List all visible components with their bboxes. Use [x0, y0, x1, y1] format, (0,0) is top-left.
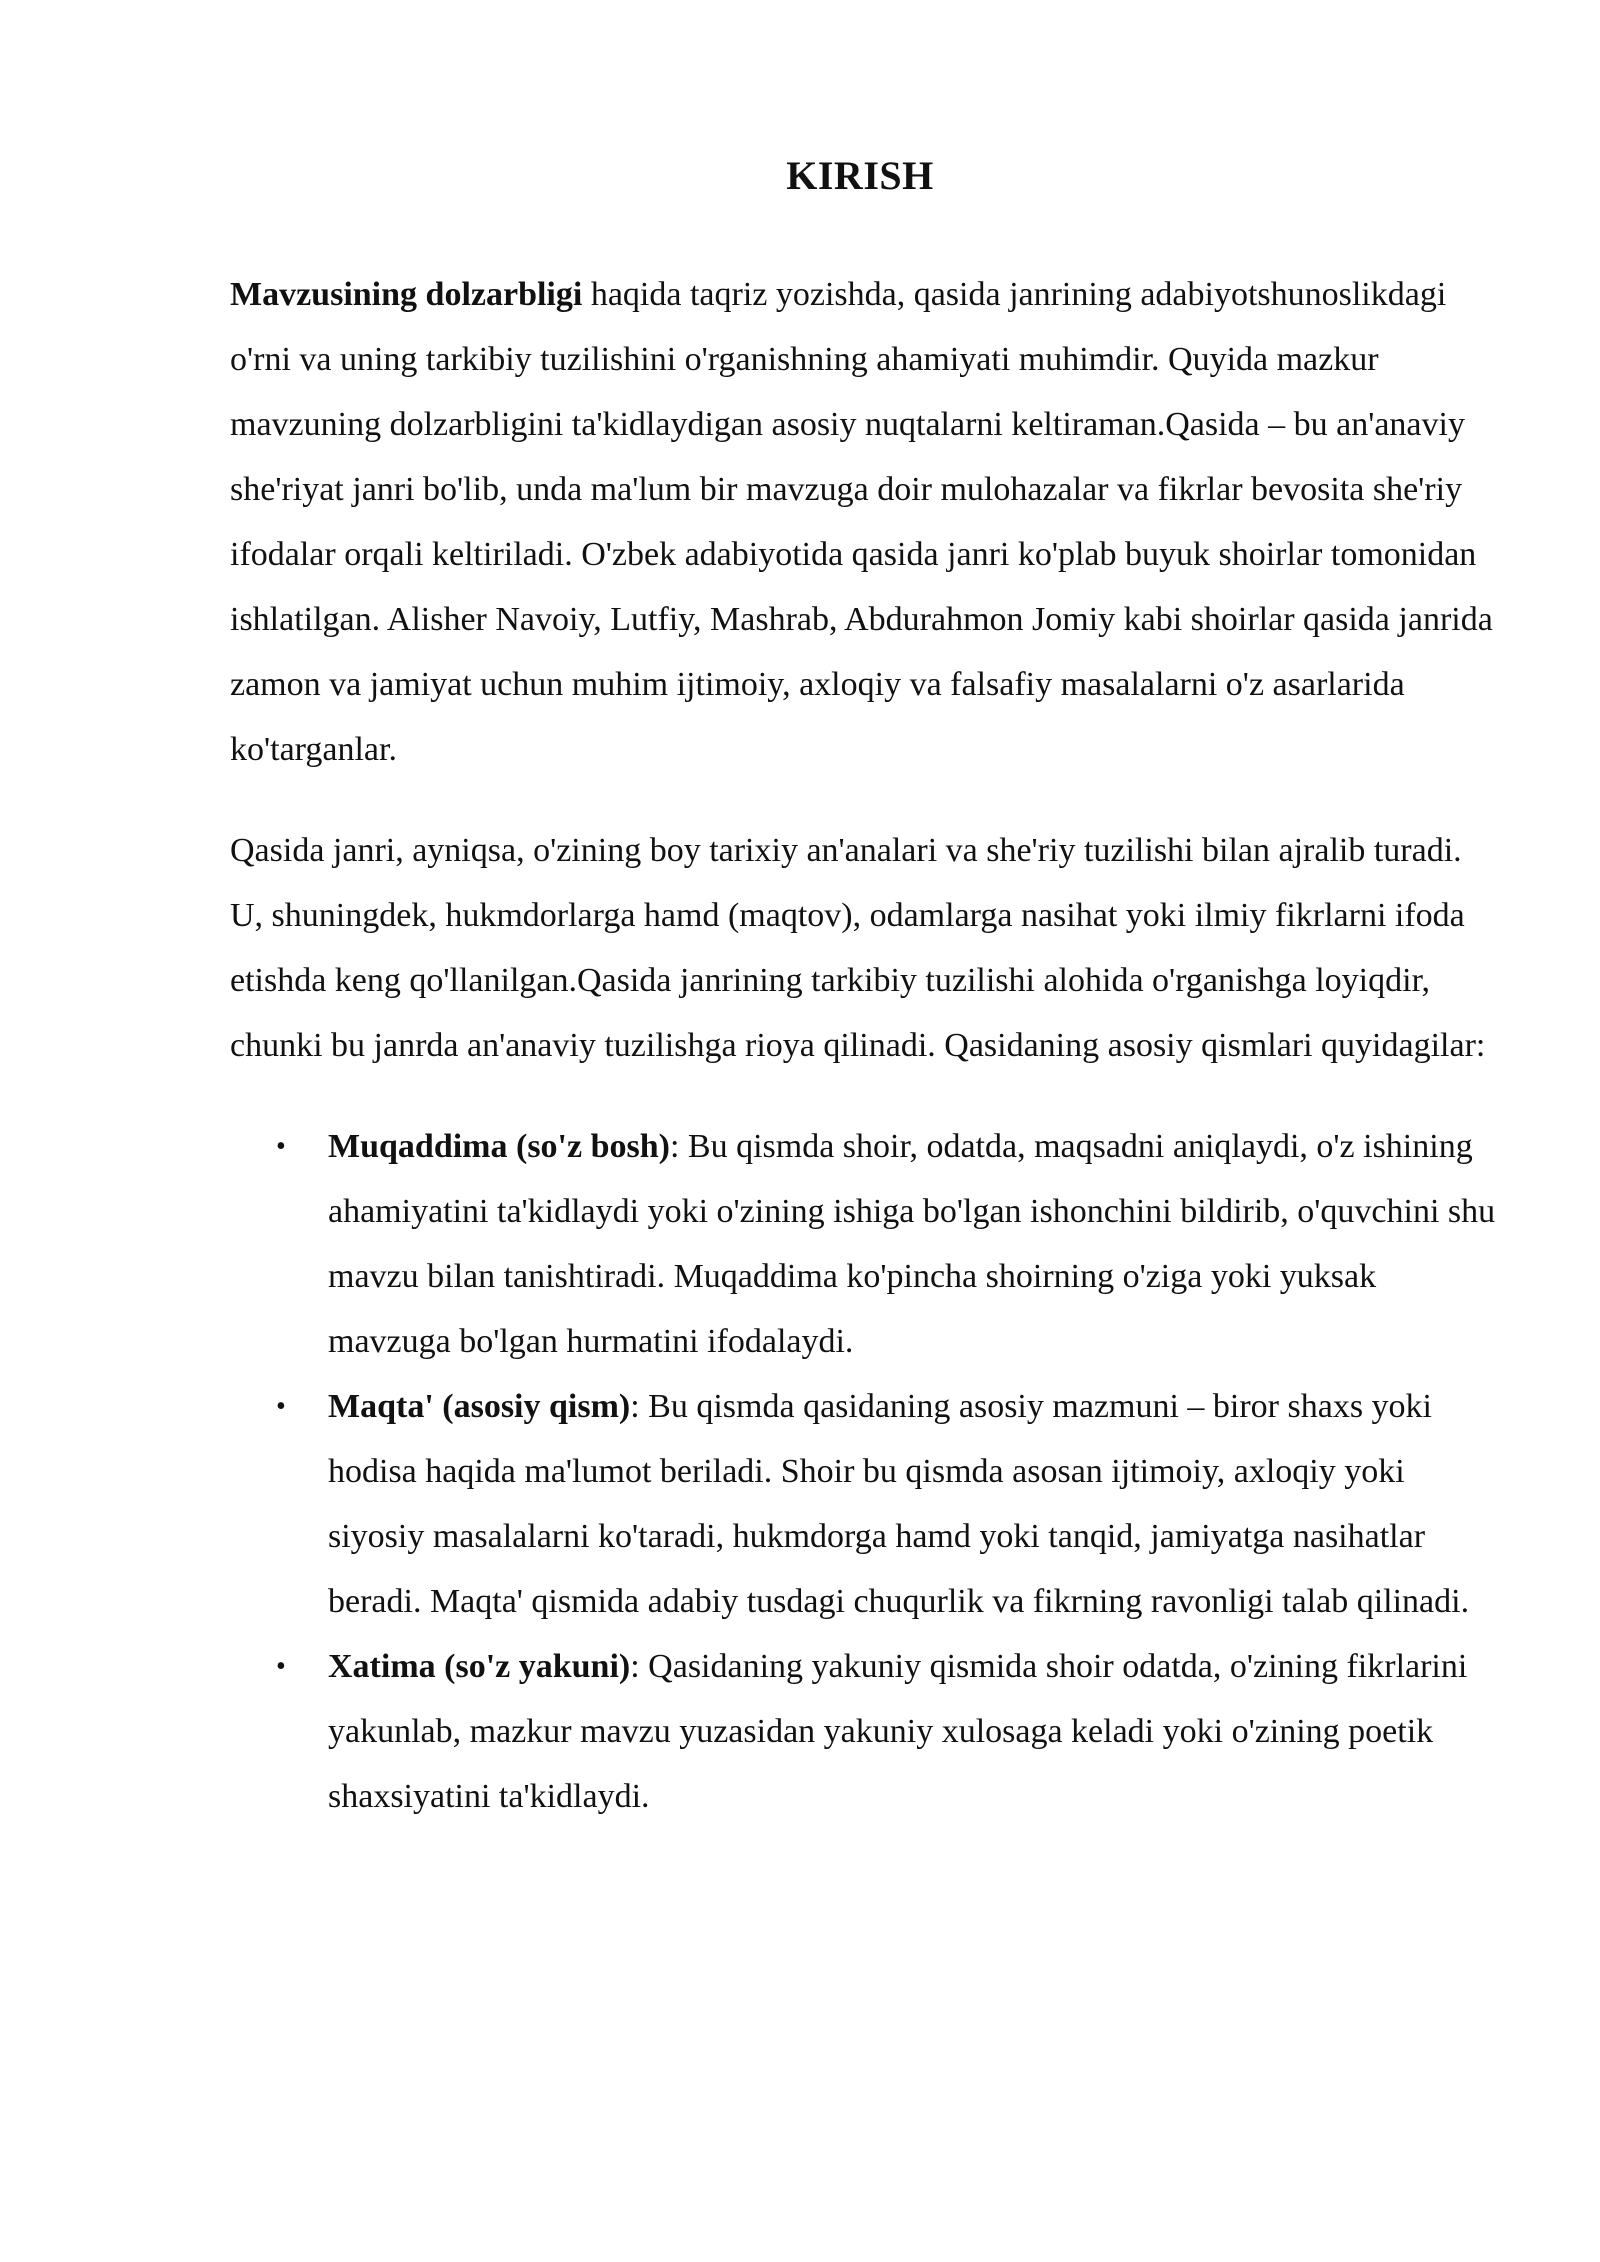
document-body [230, 262, 1502, 1829]
intro-lead-term: Mavzusining dolzarbligi [230, 276, 583, 313]
intro-text: haqida taqriz yozishda, qasida janrining adabiyotshunoslikdagi o'rni va uning tarkibiy tuzilishini o'rganishning ahamiyati muhimdir. Quyida mazkur mavzuning dolzarbligini ta'kidlaydigan asosiy nuqtalarni keltiraman.Qasida – bu an'anaviy she'riyat janri bo'lib, unda ma'lum bir mavzuga doir mulohazalar va fikrlar bevosita she'riy ifodalar orqali keltiriladi. O'zbek adabiyotida qasida janri ko'plab buyuk shoirlar tomonidan ishlatilgan. Alisher Navoiy, Lutfiy, Mashrab, Abdurahmon Jomiy kabi shoirlar qasida janrida zamon va jamiyat uchun muhim ijtimoiy, axloqiy va falsafiy masalalarni o'z asarlarida ko'targanlar. [230, 276, 1493, 768]
structure-paragraph: Qasida janri, ayniqsa, o'zining boy tarixiy an'analari va she'riy tuzilishi bilan ajralib turadi. U, shuningdek, hukmdorlarga hamd (maqtov), odamlarga nasihat yoki ilmiy fikrlarni ifoda etishda keng qo'llanilgan.Qasida janrining tarkibiy tuzilishi alohida o'rganishga loyiqdir, chunki bu janrda an'anaviy tuzilishga rioya qilinadi. Qasidaning asosiy qismlari quyidagilar: [230, 832, 1486, 1064]
list-item-text: : Bu qismda shoir, odatda, maqsadni aniqlaydi, o'z ishining ahamiyatini ta'kidlaydi yoki o'zining ishiga bo'lgan ishonchini bildirib, o'quvchini shu mavzu bilan tanishtiradi. Muqaddima ko'pincha shoirning o'ziga yoki yuksak mavzuga bo'lgan hurmatini ifodalaydi. [328, 1128, 1496, 1360]
page-title: KIRISH [786, 153, 934, 198]
list-item-xatima [230, 1634, 1502, 1829]
intro-paragraph [230, 262, 1502, 782]
list-item-text: : Qasidaning yakuniy qismida shoir odatda, o'zining fikrlarini yakunlab, mazkur mavzu yuzasidan yakuniy xulosaga keladi yoki o'zining poetik shaxsiyatini ta'kidlaydi. [328, 1648, 1468, 1815]
list-item-term: Maqta' (asosiy qism) [328, 1388, 631, 1425]
list-item-muqaddima [230, 1114, 1502, 1374]
bullet-icon: • [276, 1131, 286, 1162]
list-item-term: Muqaddima (so'z bosh) [328, 1128, 670, 1165]
list-item-maqta [230, 1374, 1502, 1634]
bullet-icon: • [276, 1391, 286, 1422]
qasida-parts-list [230, 1114, 1502, 1829]
bullet-icon: • [276, 1651, 286, 1682]
list-item-term: Xatima (so'z yakuni) [328, 1648, 631, 1685]
list-item-text: : Bu qismda qasidaning asosiy mazmuni – biror shaxs yoki hodisa haqida ma'lumot beriladi. Shoir bu qismda asosan ijtimoiy, axloqiy yoki siyosiy masalalarni ko'taradi, hukmdorga hamd yoki tanqid, jamiyatga nasihatlar beradi. Maqta' qismida adabiy tusdagi chuqurlik va fikrning ravonligi talab qilinadi. [328, 1388, 1470, 1620]
